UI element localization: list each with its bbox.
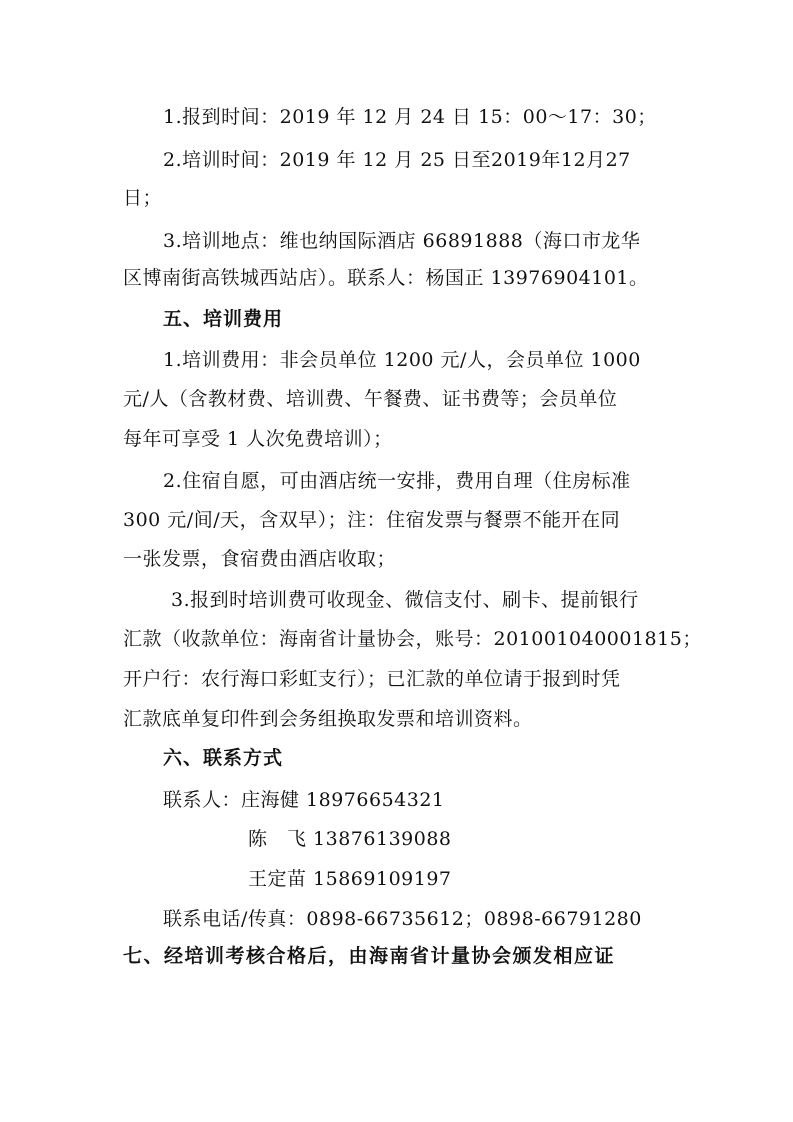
section-heading-fees: 五、培训费用 <box>163 308 284 330</box>
contact-person-1: 联系人：庄海健 18976654321 <box>163 789 445 811</box>
fee-item-3-line1: 3.报到时培训费可收现金、微信支付、刷卡、提前银行 <box>171 589 639 611</box>
section-heading-certificate: 七、经培训考核合格后，由海南省计量协会颁发相应证 <box>123 945 616 967</box>
contact-person-3: 王定苗 15869109197 <box>248 868 452 890</box>
fee-item-1-line1: 1.培训费用：非会员单位 1200 元/人，会员单位 1000 <box>163 349 641 371</box>
contact-person-2: 陈 飞 13876139088 <box>248 828 452 850</box>
fee-item-3-line3: 开户行：农行海口彩虹支行）；已汇款的单位请于报到时凭 <box>123 668 621 690</box>
registration-time-item: 1.报到时间：2019 年 12 月 24 日 15：00～17：30； <box>163 106 657 128</box>
fee-item-3-line2: 汇款（收款单位：海南省计量协会，账号：201001040001815； <box>123 628 702 650</box>
section-heading-contact: 六、联系方式 <box>163 747 284 769</box>
fee-item-2-line3: 一张发票，食宿费由酒店收取； <box>123 548 397 570</box>
fee-item-2-line1: 2.住宿自愿，可由酒店统一安排，费用自理（住房标准 <box>163 470 631 492</box>
training-location-item-line1: 3.培训地点：维也纳国际酒店 66891888（海口市龙华 <box>163 230 641 252</box>
training-time-item-line2: 日； <box>123 187 163 209</box>
training-location-item-line2: 区博南街高铁城西站店）。联系人：杨国正 13976904101。 <box>123 267 649 289</box>
contact-phone-fax: 联系电话/传真：0898-66735612；0898-66791280 <box>163 908 642 930</box>
fee-item-1-line3: 每年可享受 1 人次免费培训）； <box>123 428 393 450</box>
training-time-item-line1: 2.培训时间：2019 年 12 月 25 日至2019年12月27 <box>163 149 631 171</box>
fee-item-1-line2: 元/人（含教材费、培训费、午餐费、证书费等；会员单位 <box>123 388 618 410</box>
fee-item-3-line4: 汇款底单复印件到会务组换取发票和培训资料。 <box>123 708 533 730</box>
fee-item-2-line2: 300 元/间/天，含双早）；注：住宿发票与餐票不能开在同 <box>123 509 621 531</box>
